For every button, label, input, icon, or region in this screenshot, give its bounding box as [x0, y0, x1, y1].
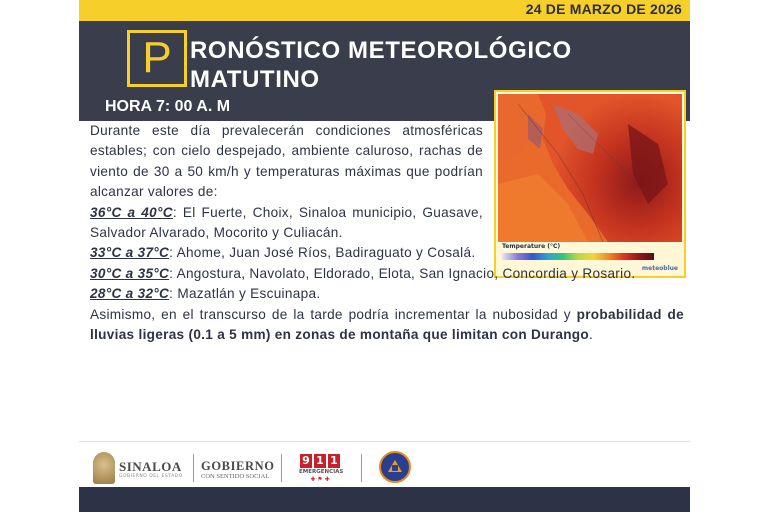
range-row: [90, 243, 483, 263]
range-row: [90, 284, 684, 304]
gobierno-logo-text: GOBIERNO: [201, 459, 275, 473]
forecast-card: [79, 0, 690, 512]
closing-text: Asimismo, en el transcurso de la tarde podría incrementar la nubosidad y: [90, 306, 577, 322]
page-title: [190, 36, 572, 94]
e911-digit: 1: [328, 454, 340, 468]
logo-separator: [361, 454, 362, 482]
sinaloa-logo-subtext: GOBIERNO DEL ESTADO: [119, 474, 183, 479]
title-initial-box: P: [127, 30, 187, 87]
legend-title: Temperature (°C): [502, 243, 561, 250]
emergency-911-logo: [299, 454, 344, 484]
e911-label: EMERGENCIAS: [299, 469, 344, 475]
title-line-2: MATUTINO: [190, 66, 320, 93]
emergency-icons: ✚ ⚑ ✚: [310, 476, 330, 483]
range-places: : Angostura, Navolato, Eldorado, Elota, San Ignacio, Concordia y Rosario.: [169, 265, 636, 281]
logo-separator: [193, 454, 194, 482]
range-label: 30°C a 35°C: [90, 265, 170, 281]
gobierno-logo-subtext: CON SENTIDO SOCIAL: [201, 473, 270, 480]
state-seal-icon: [93, 452, 115, 484]
range-label: 33°C a 37°C: [90, 245, 170, 261]
range-places: : Mazatlán y Escuinapa.: [169, 286, 321, 302]
square-icon: [392, 465, 398, 471]
title-line-1: RONÓSTICO METEOROLÓGICO: [190, 37, 572, 64]
range-label: 28°C a 32°C: [90, 286, 170, 302]
range-label: 36°C a 40°C: [90, 204, 173, 220]
closing-paragraph: [90, 305, 684, 346]
civil-protection-icon: [379, 451, 411, 483]
range-places: : El Fuerte, Choix, Sinaloa municipio, Guasave, Salvador Alvarado, Mocorito y Culiacán.: [90, 204, 483, 241]
bottom-bar: [79, 487, 690, 512]
range-places: : Ahome, Juan José Ríos, Badiraguato y Cosalá.: [169, 245, 476, 261]
sinaloa-logo-text: SINALOA: [119, 459, 182, 474]
e911-digit: 1: [314, 454, 326, 468]
intro-paragraph: Durante este día prevalecerán condiciones atmosféricas estables; con cielo despejado, ambiente caluroso, rachas de viento de 30 a 50 km/h y temperaturas máximas que podrían alcanzar valores de:: [90, 123, 483, 200]
range-row: [90, 203, 483, 244]
closing-bold-text: probabilidad de lluvias ligeras (0.1 a 5 mm) en zonas de montaña que limitan con Durango: [90, 306, 684, 343]
date-bar: [79, 0, 690, 21]
e911-digit: 9: [300, 454, 312, 468]
date-label: 24 DE MARZO DE 2026: [525, 1, 682, 17]
logo-separator: [281, 454, 282, 482]
forecast-body: [90, 121, 684, 345]
meteoblue-logo: meteoblue: [641, 265, 678, 272]
range-row: [90, 264, 684, 284]
time-label: HORA 7: 00 A. M: [105, 98, 231, 115]
footer-logos: [79, 442, 690, 487]
e911-digits: [299, 454, 341, 468]
closing-end: .: [589, 327, 594, 343]
